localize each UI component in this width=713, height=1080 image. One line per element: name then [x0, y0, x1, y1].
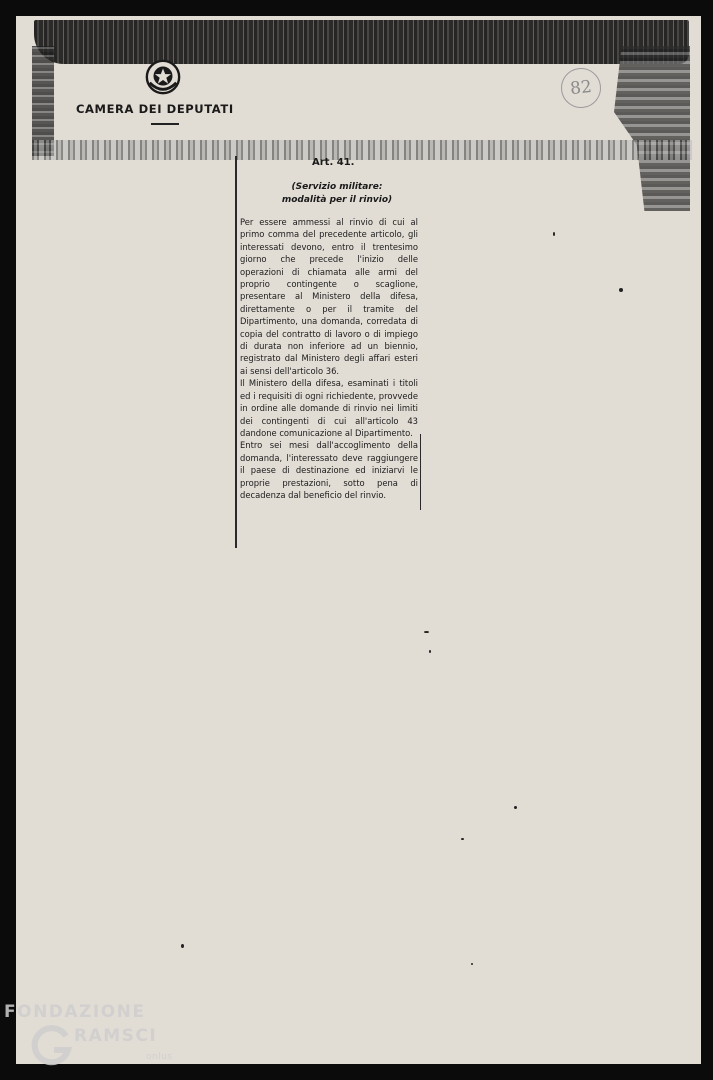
- speck: [553, 232, 555, 236]
- gramsci-g-logo-icon: [30, 1024, 74, 1068]
- article-title: Art. 41.: [312, 157, 355, 168]
- photocopy-smudge-band: [32, 140, 692, 160]
- speck: [429, 650, 431, 653]
- margin-mark-right: [420, 434, 421, 510]
- article-paragraph: Entro sei mesi dall'accoglimento della domanda, l'interessato deve raggiungere il paese di destinazione ed iniziarvi le proprie prestazioni, sotto pena di decadenza dal beneficio del rinvio.: [240, 440, 418, 500]
- handwritten-page-number: 82: [559, 66, 603, 110]
- institution-title: CAMERA DEI DEPUTATI: [76, 102, 234, 116]
- italian-republic-emblem-icon: [144, 58, 182, 96]
- article-body: [240, 216, 418, 501]
- speck: [619, 288, 623, 292]
- speck: [461, 838, 464, 840]
- document-page: [16, 16, 701, 1064]
- article-paragraph: Per essere ammessi al rinvio di cui al primo comma del precedente articolo, gli interessati devono, entro il trentesimo giorno che precede l'inizio delle operazioni di chiamata alle armi del proprio contingente o scaglione, presentare al Ministero della difesa, direttamente o per il tramite del Dipartimento, una domanda, corredata di copia del contratto di lavoro o di impiego di durata non inferiore ad un biennio, registrato dal Ministero degli affari esteri ai sensi dell'articolo 36.: [240, 217, 418, 376]
- watermark-line1: FONDAZIONE: [4, 1002, 146, 1022]
- article-subtitle-line: modalità per il rinvio): [281, 195, 393, 205]
- fondazione-gramsci-watermark: [4, 1002, 179, 1072]
- watermark-line2: RAMSCI: [74, 1026, 158, 1046]
- speck: [424, 631, 429, 633]
- photocopy-smudge-right: [614, 46, 690, 211]
- speck: [471, 963, 473, 965]
- column-rule-left: [235, 156, 237, 548]
- article-subtitle-line: (Servizio militare:: [291, 182, 383, 192]
- article-subtitle: [268, 181, 406, 207]
- article-paragraph: Il Ministero della difesa, esaminati i titoli ed i requisiti di ogni richiedente, provvede in ordine alle domande di rinvio nei limiti dei contingenti di cui all'articolo 43 dandone comunicazione al Dipartimento.: [240, 378, 418, 438]
- header-underline: [151, 123, 179, 125]
- watermark-suffix: onlus: [146, 1052, 173, 1062]
- speck: [514, 806, 517, 809]
- speck: [181, 944, 184, 948]
- photocopy-smudge-top: [34, 20, 689, 64]
